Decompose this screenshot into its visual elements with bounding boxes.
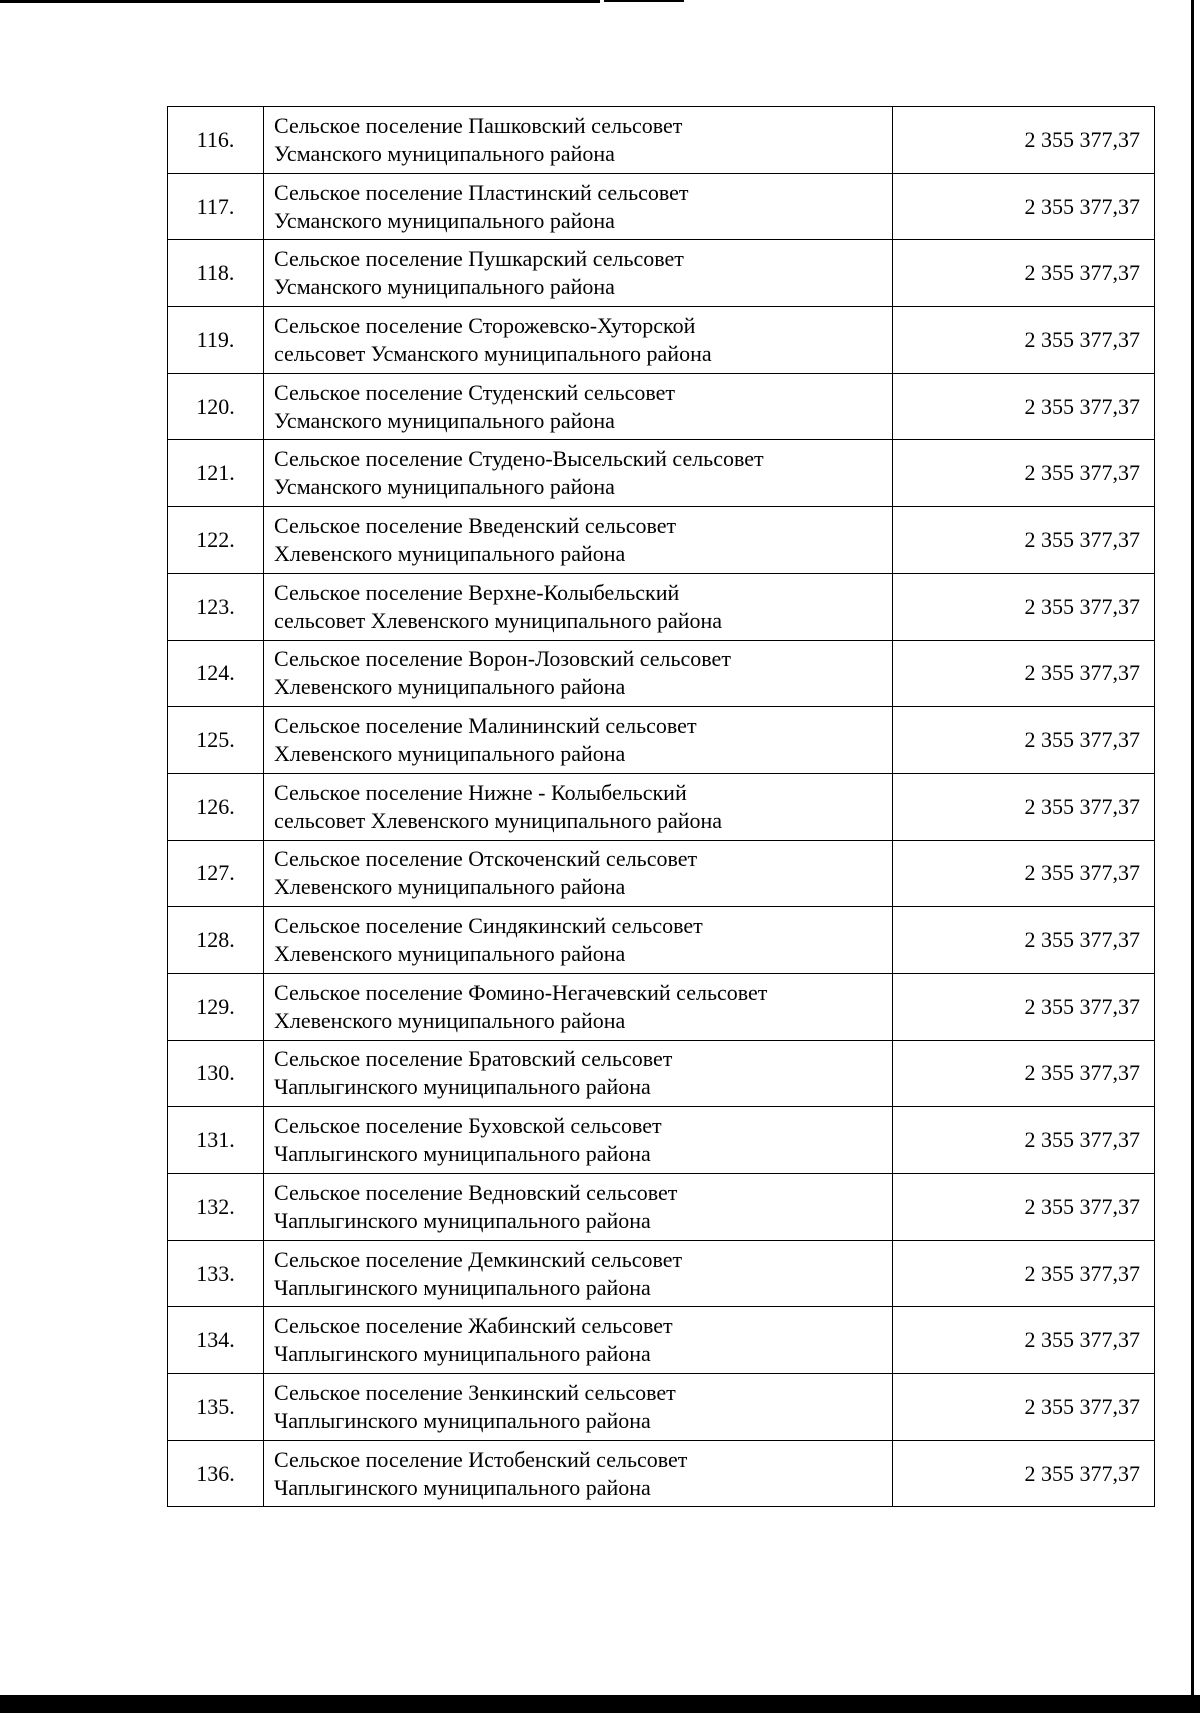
row-amount: 2 355 377,37 bbox=[893, 507, 1155, 574]
settlement-name bbox=[264, 1040, 893, 1107]
settlement-name-line-2: сельсовет Хлевенского муниципального района bbox=[274, 807, 723, 833]
table-row bbox=[168, 1174, 1155, 1241]
settlement-name-line-1: Сельское поселение Братовский сельсовет bbox=[274, 1046, 673, 1072]
scan-right-edge bbox=[1191, 0, 1194, 1713]
settlement-name bbox=[264, 307, 893, 374]
row-amount: 2 355 377,37 bbox=[893, 1374, 1155, 1441]
row-number: 126. bbox=[168, 773, 264, 840]
row-number: 130. bbox=[168, 1040, 264, 1107]
settlement-name-line-2: Чаплыгинского муниципального района bbox=[274, 1274, 651, 1300]
table-row bbox=[168, 907, 1155, 974]
row-number: 117. bbox=[168, 173, 264, 240]
table-row bbox=[168, 640, 1155, 707]
settlement-name-line-1: Сельское поселение Ворон-Лозовский сельсовет bbox=[274, 646, 731, 672]
settlement-name-line-2: Чаплыгинского муниципального района bbox=[274, 1074, 651, 1100]
settlement-name-line-1: Сельское поселение Пластинский сельсовет bbox=[274, 179, 689, 205]
settlement-name-line-2: Усманского муниципального района bbox=[274, 140, 615, 166]
settlement-name-line-2: Хлевенского муниципального района bbox=[274, 941, 626, 967]
settlement-name-line-1: Сельское поселение Введенский сельсовет bbox=[274, 512, 677, 538]
settlement-name-line-1: Сельское поселение Студенский сельсовет bbox=[274, 379, 676, 405]
settlement-name-line-2: Чаплыгинского муниципального района bbox=[274, 1407, 651, 1433]
settlement-name bbox=[264, 373, 893, 440]
settlement-name-line-1: Сельское поселение Нижне - Колыбельский bbox=[274, 779, 687, 805]
settlement-name-line-1: Сельское поселение Студено-Высельский сельсовет bbox=[274, 446, 764, 472]
settlement-name bbox=[264, 173, 893, 240]
row-number: 125. bbox=[168, 707, 264, 774]
settlement-name-line-1: Сельское поселение Малининский сельсовет bbox=[274, 713, 697, 739]
row-amount: 2 355 377,37 bbox=[893, 1240, 1155, 1307]
table-row bbox=[168, 840, 1155, 907]
settlement-name-line-2: Чаплыгинского муниципального района bbox=[274, 1341, 651, 1367]
row-number: 131. bbox=[168, 1107, 264, 1174]
settlement-name-line-1: Сельское поселение Демкинский сельсовет bbox=[274, 1246, 683, 1272]
table-row bbox=[168, 507, 1155, 574]
settlement-name-line-2: Чаплыгинского муниципального района bbox=[274, 1474, 651, 1500]
settlements-table-body bbox=[168, 107, 1155, 1507]
settlement-name bbox=[264, 507, 893, 574]
settlement-name bbox=[264, 907, 893, 974]
row-amount: 2 355 377,37 bbox=[893, 1107, 1155, 1174]
settlement-name bbox=[264, 640, 893, 707]
settlement-name bbox=[264, 107, 893, 174]
row-amount: 2 355 377,37 bbox=[893, 840, 1155, 907]
settlement-name bbox=[264, 440, 893, 507]
row-number: 127. bbox=[168, 840, 264, 907]
row-amount: 2 355 377,37 bbox=[893, 707, 1155, 774]
settlement-name-line-1: Сельское поселение Отскоченский сельсовет bbox=[274, 846, 698, 872]
table-row bbox=[168, 1240, 1155, 1307]
row-number: 122. bbox=[168, 507, 264, 574]
settlement-name-line-2: Чаплыгинского муниципального района bbox=[274, 1207, 651, 1233]
settlement-name bbox=[264, 1374, 893, 1441]
settlement-name-line-1: Сельское поселение Синдякинский сельсовет bbox=[274, 913, 703, 939]
settlement-name bbox=[264, 1174, 893, 1241]
settlement-name bbox=[264, 707, 893, 774]
settlement-name-line-1: Сельское поселение Буховской сельсовет bbox=[274, 1113, 662, 1139]
row-amount: 2 355 377,37 bbox=[893, 1174, 1155, 1241]
row-amount: 2 355 377,37 bbox=[893, 440, 1155, 507]
settlement-name-line-1: Сельское поселение Ведновский сельсовет bbox=[274, 1179, 678, 1205]
row-number: 118. bbox=[168, 240, 264, 307]
table-row bbox=[168, 1374, 1155, 1441]
settlement-name-line-2: Хлевенского муниципального района bbox=[274, 874, 626, 900]
table-row bbox=[168, 440, 1155, 507]
table-row bbox=[168, 973, 1155, 1040]
scan-top-line bbox=[0, 0, 600, 3]
row-amount: 2 355 377,37 bbox=[893, 240, 1155, 307]
settlement-name bbox=[264, 1107, 893, 1174]
row-amount: 2 355 377,37 bbox=[893, 307, 1155, 374]
settlement-name-line-1: Сельское поселение Верхне-Колыбельский bbox=[274, 579, 680, 605]
settlement-name bbox=[264, 1307, 893, 1374]
settlement-name bbox=[264, 573, 893, 640]
row-number: 116. bbox=[168, 107, 264, 174]
settlement-name-line-1: Сельское поселение Зенкинский сельсовет bbox=[274, 1379, 676, 1405]
settlement-name-line-1: Сельское поселение Истобенский сельсовет bbox=[274, 1446, 688, 1472]
settlement-name-line-2: Хлевенского муниципального района bbox=[274, 674, 626, 700]
settlement-name-line-2: Хлевенского муниципального района bbox=[274, 1007, 626, 1033]
row-number: 121. bbox=[168, 440, 264, 507]
table-row bbox=[168, 1440, 1155, 1507]
row-number: 120. bbox=[168, 373, 264, 440]
table-row bbox=[168, 240, 1155, 307]
settlement-name-line-1: Сельское поселение Жабинский сельсовет bbox=[274, 1313, 673, 1339]
table-row bbox=[168, 1040, 1155, 1107]
settlement-name-line-2: Усманского муниципального района bbox=[274, 207, 615, 233]
row-amount: 2 355 377,37 bbox=[893, 907, 1155, 974]
settlement-name bbox=[264, 840, 893, 907]
table-row bbox=[168, 1307, 1155, 1374]
row-amount: 2 355 377,37 bbox=[893, 773, 1155, 840]
row-number: 135. bbox=[168, 1374, 264, 1441]
table-row bbox=[168, 707, 1155, 774]
table-row bbox=[168, 1107, 1155, 1174]
settlement-name-line-2: сельсовет Хлевенского муниципального района bbox=[274, 607, 723, 633]
settlement-name-line-2: сельсовет Усманского муниципального района bbox=[274, 340, 712, 366]
settlement-name-line-2: Усманского муниципального района bbox=[274, 274, 615, 300]
row-amount: 2 355 377,37 bbox=[893, 1440, 1155, 1507]
row-amount: 2 355 377,37 bbox=[893, 373, 1155, 440]
settlement-name bbox=[264, 1440, 893, 1507]
settlement-name-line-1: Сельское поселение Сторожевско-Хуторской bbox=[274, 312, 696, 338]
settlement-name bbox=[264, 240, 893, 307]
settlement-name bbox=[264, 1240, 893, 1307]
table-row bbox=[168, 107, 1155, 174]
row-amount: 2 355 377,37 bbox=[893, 573, 1155, 640]
row-amount: 2 355 377,37 bbox=[893, 107, 1155, 174]
row-number: 119. bbox=[168, 307, 264, 374]
settlement-name-line-2: Хлевенского муниципального района bbox=[274, 540, 626, 566]
table-row bbox=[168, 307, 1155, 374]
settlement-name-line-2: Усманского муниципального района bbox=[274, 474, 615, 500]
table-row bbox=[168, 373, 1155, 440]
settlement-name bbox=[264, 973, 893, 1040]
row-number: 124. bbox=[168, 640, 264, 707]
settlement-name-line-1: Сельское поселение Пушкарский сельсовет bbox=[274, 246, 684, 272]
table-row bbox=[168, 173, 1155, 240]
settlements-table bbox=[167, 106, 1155, 1507]
row-amount: 2 355 377,37 bbox=[893, 173, 1155, 240]
table-row bbox=[168, 573, 1155, 640]
settlement-name-line-1: Сельское поселение Пашковский сельсовет bbox=[274, 112, 683, 138]
row-number: 134. bbox=[168, 1307, 264, 1374]
scan-top-line-fragment bbox=[604, 0, 684, 2]
settlement-name-line-1: Сельское поселение Фомино-Негачевский сельсовет bbox=[274, 979, 768, 1005]
row-number: 136. bbox=[168, 1440, 264, 1507]
scan-bottom-bar bbox=[0, 1695, 1200, 1713]
row-number: 123. bbox=[168, 573, 264, 640]
row-amount: 2 355 377,37 bbox=[893, 1040, 1155, 1107]
row-number: 133. bbox=[168, 1240, 264, 1307]
settlement-name bbox=[264, 773, 893, 840]
row-amount: 2 355 377,37 bbox=[893, 1307, 1155, 1374]
row-amount: 2 355 377,37 bbox=[893, 640, 1155, 707]
row-number: 129. bbox=[168, 973, 264, 1040]
settlement-name-line-2: Усманского муниципального района bbox=[274, 407, 615, 433]
row-number: 128. bbox=[168, 907, 264, 974]
settlement-name-line-2: Чаплыгинского муниципального района bbox=[274, 1141, 651, 1167]
settlement-name-line-2: Хлевенского муниципального района bbox=[274, 741, 626, 767]
row-amount: 2 355 377,37 bbox=[893, 973, 1155, 1040]
table-row bbox=[168, 773, 1155, 840]
row-number: 132. bbox=[168, 1174, 264, 1241]
